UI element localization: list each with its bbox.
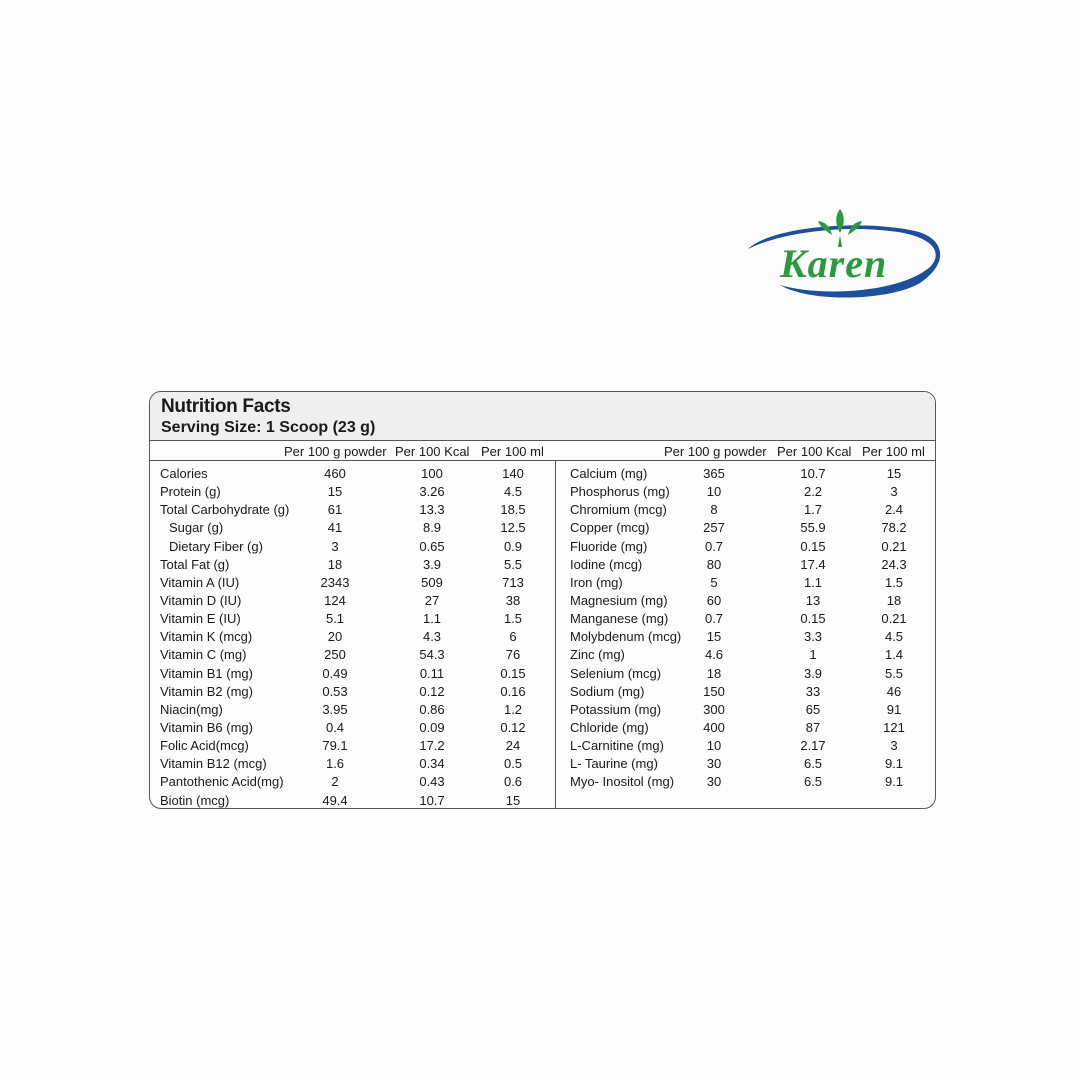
col-header-per-100ml: Per 100 ml [862, 444, 925, 459]
col-header-per-100g: Per 100 g powder [664, 444, 767, 459]
nutrient-value: 1.1 [422, 611, 442, 627]
nutrient-value: 15 [886, 466, 902, 481]
nutrient-name: Iodine (mcg) [570, 556, 643, 572]
nutrient-name: Molybdenum (mcg) [570, 629, 682, 645]
nutrient-value: 0.15 [500, 665, 526, 681]
nutrient-name: Zinc (mg) [570, 647, 625, 663]
nutrient-name: Pantothenic Acid(mg) [160, 774, 284, 790]
nutrient-value: 0.15 [800, 611, 826, 627]
nutrient-value: 5.5 [503, 556, 523, 572]
nutrient-value: 15 [706, 629, 722, 645]
nutrient-value: 9.1 [884, 774, 904, 790]
nutrient-name: Copper (mcg) [570, 520, 650, 536]
nutrient-name: Iron (mg) [570, 574, 623, 590]
nutrient-name: Magnesium (mg) [570, 592, 668, 608]
nutrient-value: 0.43 [419, 774, 445, 790]
nutrient-value: 12.5 [500, 520, 526, 536]
nutrient-value: 10.7 [419, 792, 445, 808]
panel-header [150, 392, 935, 441]
nutrient-value: 61 [327, 502, 343, 518]
nutrient-value: 2.2 [803, 484, 823, 500]
nutrient-value: 9.1 [884, 756, 904, 772]
nutrient-value: 0.15 [800, 538, 826, 554]
nutrient-value: 65 [805, 701, 821, 717]
nutrient-value: 0.21 [881, 611, 907, 627]
nutrient-value: 79.1 [322, 738, 348, 754]
nutrient-value: 2 [331, 774, 339, 790]
nutrient-name: Folic Acid(mcg) [160, 738, 249, 754]
nutrient-value: 80 [706, 556, 722, 572]
nutrient-value: 0.4 [325, 719, 345, 735]
nutrient-name: Vitamin E (IU) [160, 611, 241, 627]
nutrient-value: 0.12 [500, 719, 526, 735]
nutrient-value: 400 [703, 719, 725, 735]
nutrient-value: 91 [886, 701, 902, 717]
nutrient-name: Vitamin D (IU) [160, 592, 242, 608]
nutrient-value: 2.17 [800, 738, 826, 754]
nutrient-value: 1.5 [503, 611, 523, 627]
nutrient-value: 49.4 [322, 792, 348, 808]
nutrient-name: Vitamin K (mcg) [160, 629, 253, 645]
nutrient-value: 4.5 [884, 629, 904, 645]
nutrient-value: 0.9 [503, 538, 523, 554]
nutrient-name: Sodium (mg) [570, 683, 645, 699]
nutrient-value: 1.5 [884, 574, 904, 590]
nutrient-name: Selenium (mcg) [570, 665, 662, 681]
nutrient-value: 17.4 [800, 556, 826, 572]
nutrient-value: 0.21 [881, 538, 907, 554]
nutrient-value: 24 [505, 738, 521, 754]
nutrient-value: 1.7 [803, 502, 823, 518]
nutrient-value: 0.34 [419, 756, 445, 772]
nutrient-value: 4.5 [503, 484, 523, 500]
nutrient-value: 0.16 [500, 683, 526, 699]
nutrient-value: 54.3 [419, 647, 445, 663]
nutrient-value: 8 [710, 502, 718, 518]
col-header-per-100kcal: Per 100 Kcal [395, 444, 470, 459]
nutrient-value: 0.7 [704, 538, 724, 554]
nutrient-value: 713 [502, 574, 524, 590]
nutrient-value: 5 [710, 574, 718, 590]
nutrient-name: L- Taurine (mg) [570, 756, 658, 772]
nutrient-value: 3.95 [322, 701, 348, 717]
nutrient-value: 3 [890, 738, 898, 754]
nutrient-name: Manganese (mg) [570, 611, 669, 627]
nutrient-value: 13 [805, 592, 821, 608]
nutrient-value: 124 [324, 592, 346, 608]
nutrient-value: 4.6 [704, 647, 724, 663]
nutrient-value: 78.2 [881, 520, 907, 536]
nutrient-value: 250 [324, 647, 346, 663]
nutrient-value: 15 [505, 792, 521, 808]
nutrient-name: L-Carnitine (mg) [570, 738, 664, 754]
nutrient-name: Potassium (mg) [570, 701, 662, 717]
nutrient-value: 0.49 [322, 665, 348, 681]
nutrient-name: Vitamin C (mg) [160, 647, 247, 663]
nutrient-value: 0.09 [419, 719, 445, 735]
nutrient-value: 18 [327, 556, 343, 572]
nutrient-name: Vitamin B1 (mg) [160, 665, 253, 681]
nutrient-value: 46 [886, 683, 902, 699]
nutrient-value: 5.5 [884, 665, 904, 681]
nutrition-facts-panel [149, 391, 936, 809]
left-column-headers [150, 442, 556, 461]
nutrient-value: 0.12 [419, 683, 445, 699]
nutrient-value: 6.5 [803, 756, 823, 772]
nutrient-value: 30 [706, 756, 722, 772]
nutrient-value: 33 [805, 683, 821, 699]
nutrient-value: 18 [706, 665, 722, 681]
nutrient-value: 17.2 [419, 738, 445, 754]
nutrient-value: 6 [509, 629, 517, 645]
nutrient-value: 2.4 [884, 502, 904, 518]
col-header-per-100g: Per 100 g powder [284, 444, 387, 459]
nutrient-value: 0.65 [419, 538, 445, 554]
nutrient-value: 1 [809, 647, 817, 663]
nutrient-value: 150 [703, 683, 725, 699]
nutrient-value: 121 [883, 719, 905, 735]
nutrient-name: Total Fat (g) [160, 556, 230, 572]
nutrient-value: 257 [703, 520, 725, 536]
nutrient-name: Fluoride (mg) [570, 538, 648, 554]
nutrient-name: Calories [160, 466, 208, 481]
nutrient-value: 1.4 [884, 647, 904, 663]
nutrient-value: 300 [703, 701, 725, 717]
nutrient-value: 15 [327, 484, 343, 500]
nutrient-name: Calcium (mg) [570, 466, 648, 481]
nutrient-value: 30 [706, 774, 722, 790]
nutrient-value: 18 [886, 592, 902, 608]
nutrient-value: 100 [421, 466, 443, 481]
nutrient-value: 3.9 [803, 665, 823, 681]
nutrient-value: 2343 [320, 574, 350, 590]
nutrient-name: Sugar (g) [169, 520, 224, 536]
nutrient-value: 365 [703, 466, 725, 481]
nutrient-value: 3.3 [803, 629, 823, 645]
serving-size: Serving Size: 1 Scoop (23 g) [161, 419, 376, 436]
brand-name: Karen [780, 241, 888, 286]
nutrient-name: Chromium (mcg) [570, 502, 667, 518]
nutrient-value: 3 [331, 538, 339, 554]
nutrient-value: 41 [327, 520, 343, 536]
nutrient-value: 509 [421, 574, 443, 590]
nutrient-value: 6.5 [803, 774, 823, 790]
nutrient-value: 1.2 [503, 701, 523, 717]
nutrient-value: 0.5 [503, 756, 523, 772]
nutrient-value: 1.1 [803, 574, 823, 590]
nutrient-value: 87 [805, 719, 821, 735]
nutrient-value: 24.3 [881, 556, 907, 572]
nutrient-name: Total Carbohydrate (g) [160, 502, 290, 518]
nutrient-value: 55.9 [800, 520, 826, 536]
nutrient-name: Phosphorus (mg) [570, 484, 670, 500]
nutrient-value: 3.9 [422, 556, 442, 572]
nutrient-name: Vitamin B12 (mcg) [160, 756, 267, 772]
nutrient-value: 76 [505, 647, 521, 663]
column-divider [555, 461, 556, 809]
nutrient-value: 0.86 [419, 701, 445, 717]
nutrient-name: Vitamin B6 (mg) [160, 719, 253, 735]
nutrient-name: Dietary Fiber (g) [169, 538, 263, 554]
nutrient-name: Chloride (mg) [570, 719, 649, 735]
nutrient-value: 0.53 [322, 683, 348, 699]
nutrient-value: 4.3 [422, 629, 442, 645]
nutrient-value: 10.7 [800, 466, 826, 481]
nutrient-value: 3.26 [419, 484, 445, 500]
nutrient-value: 0.11 [419, 665, 445, 681]
nutrient-name: Protein (g) [160, 484, 221, 500]
nutrient-value: 13.3 [419, 502, 445, 518]
nutrient-value: 60 [706, 592, 722, 608]
nutrient-value: 10 [706, 484, 722, 500]
nutrient-value: 460 [324, 466, 346, 481]
nutrient-name: Myo- Inositol (mg) [570, 774, 675, 790]
nutrient-value: 140 [502, 466, 524, 481]
col-header-per-100ml: Per 100 ml [481, 444, 544, 459]
right-column-headers [556, 442, 936, 461]
nutrient-value: 0.6 [503, 774, 523, 790]
nutrient-value: 5.1 [325, 611, 345, 627]
nutrient-value: 3 [890, 484, 898, 500]
col-header-per-100kcal: Per 100 Kcal [777, 444, 852, 459]
nutrient-name: Biotin (mcg) [160, 792, 230, 808]
nutrient-value: 8.9 [422, 520, 442, 536]
nutrient-value: 0.7 [704, 611, 724, 627]
nutrient-name: Vitamin B2 (mg) [160, 683, 253, 699]
nutrient-value: 18.5 [500, 502, 526, 518]
nutrient-value: 20 [327, 629, 343, 645]
nutrient-value: 1.6 [325, 756, 345, 772]
nutrient-name: Vitamin A (IU) [160, 574, 240, 590]
nutrition-title: Nutrition Facts [161, 396, 291, 417]
nutrient-value: 10 [706, 738, 722, 754]
nutrient-name: Niacin(mg) [160, 701, 223, 717]
nutrient-value: 27 [424, 592, 440, 608]
nutrient-value: 38 [505, 592, 521, 608]
